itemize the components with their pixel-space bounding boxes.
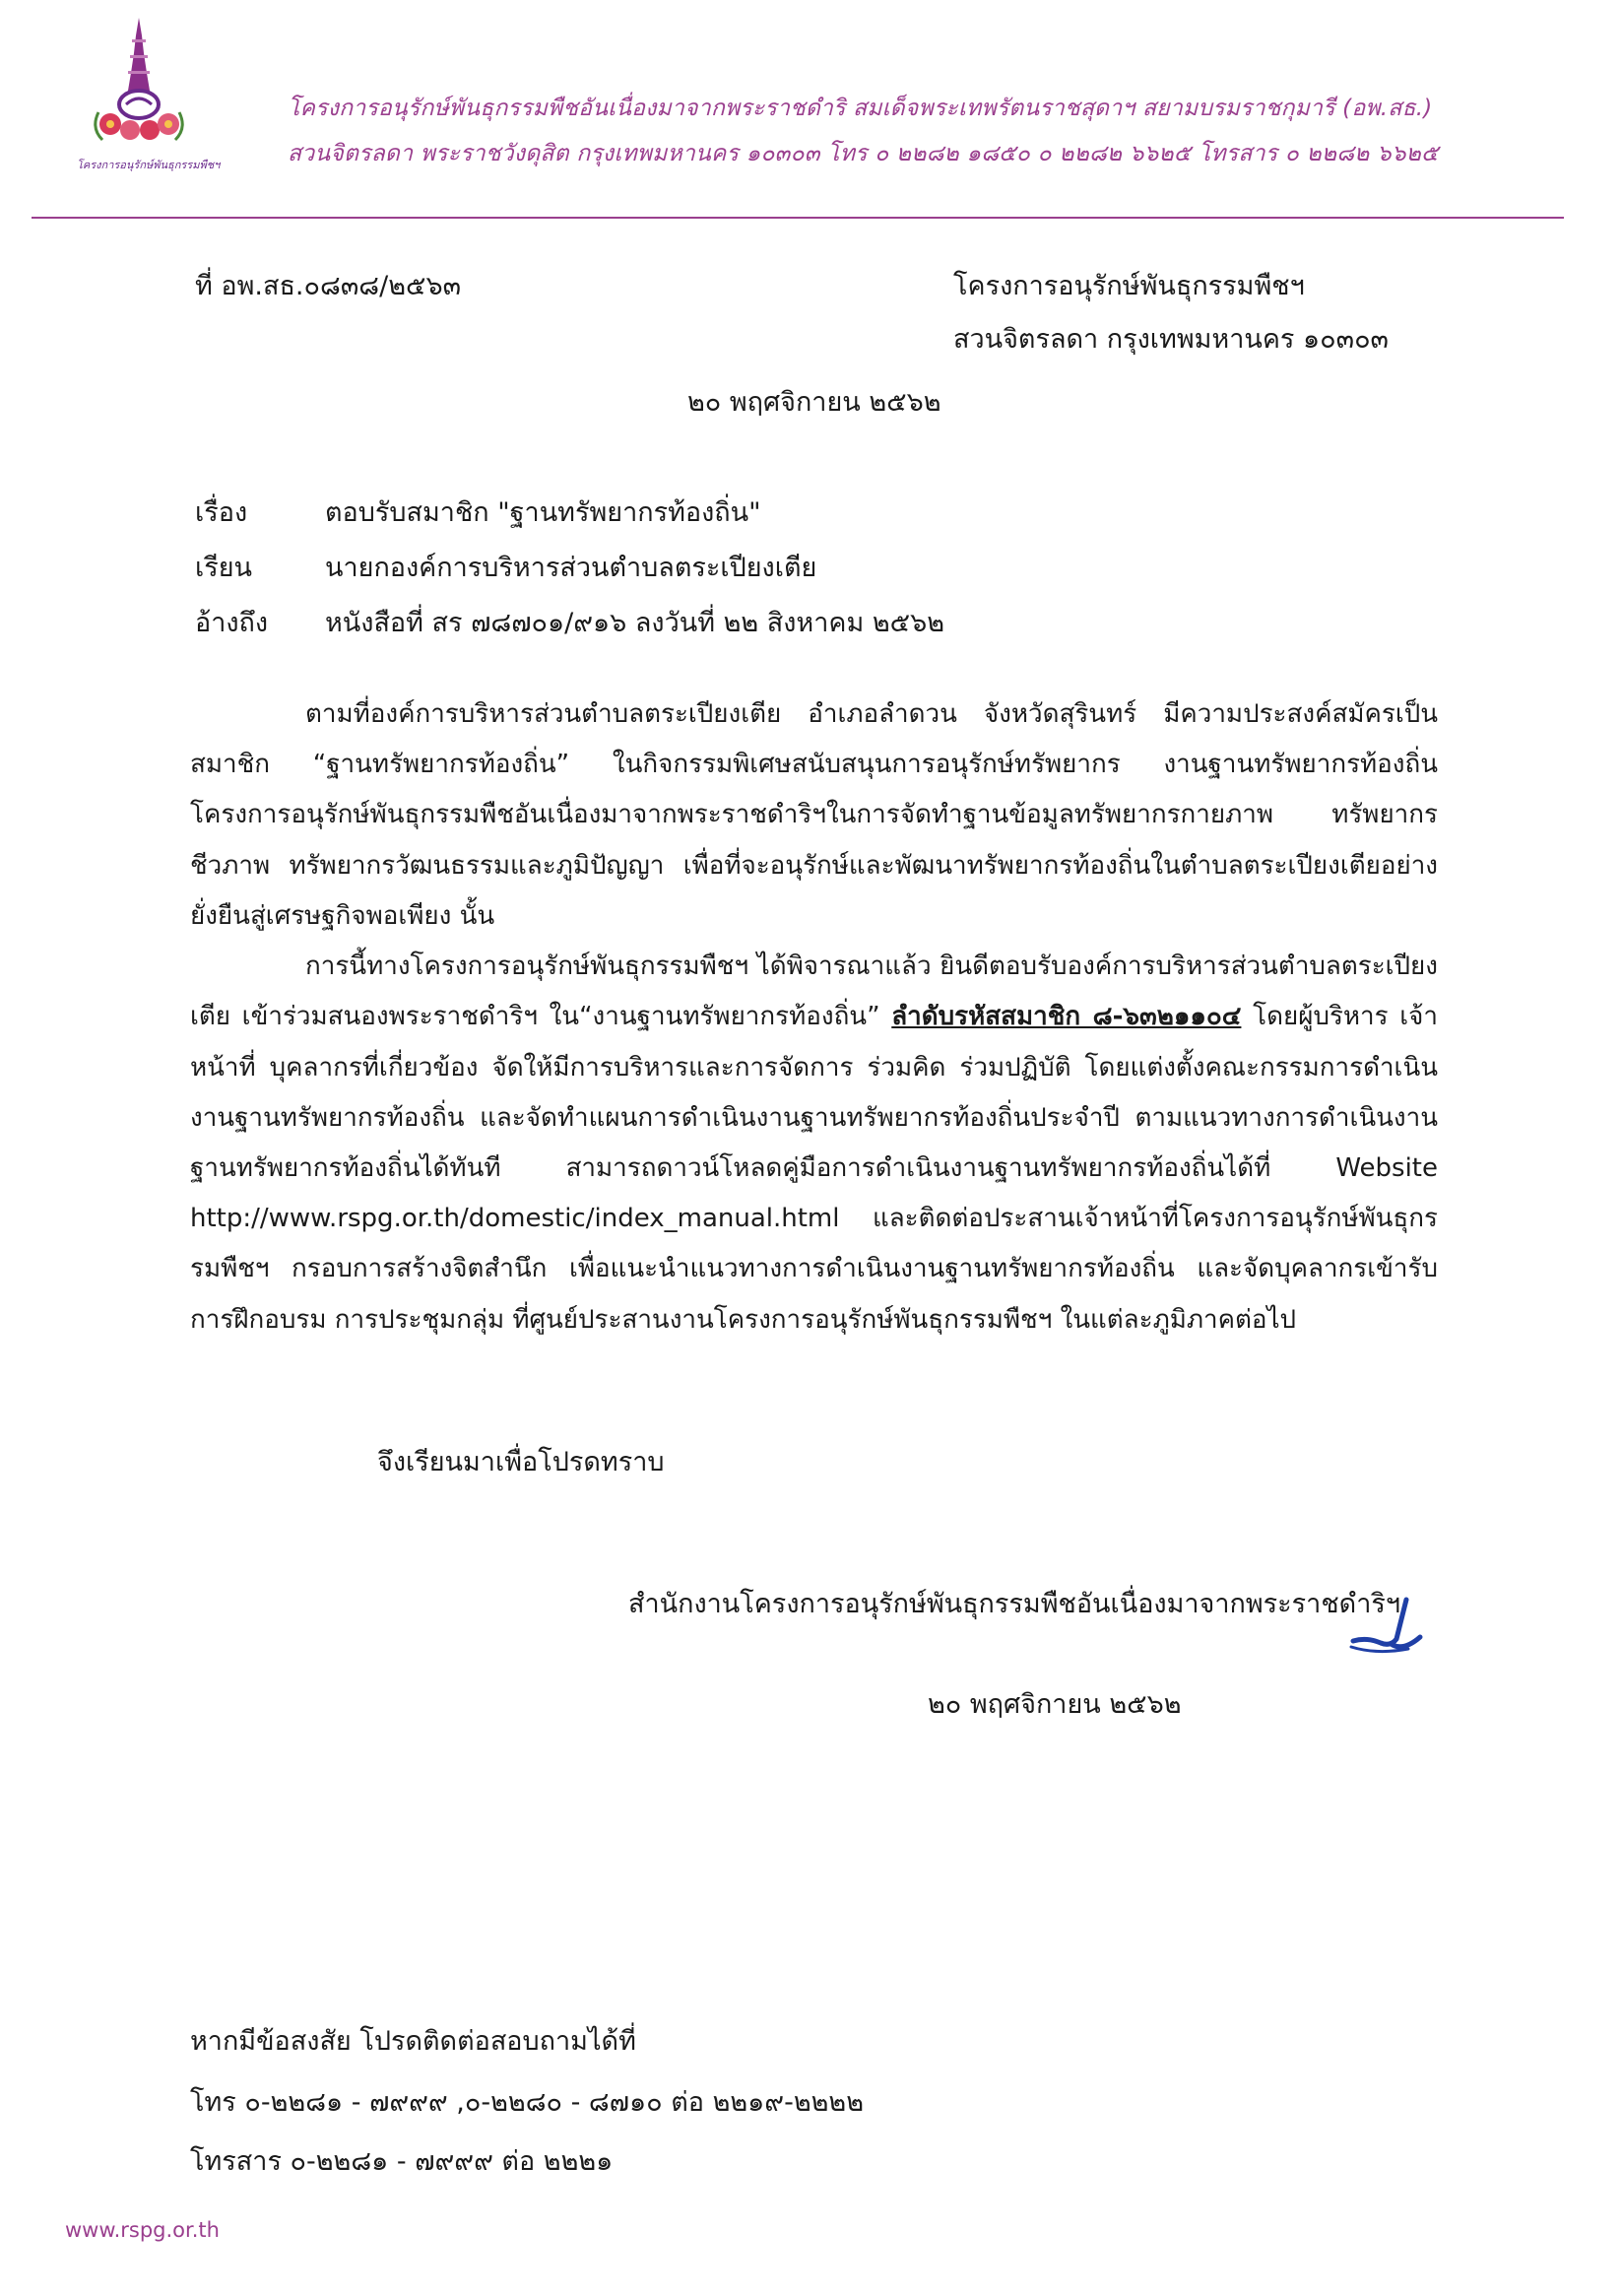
- subject-line: [195, 491, 761, 533]
- recipient-line: [195, 546, 816, 588]
- body-paragraph-2-intro: การนี้ทางโครงการอนุรักษ์พันธุกรรมพืชฯ ได้พิจารณาแล้ว ยินดีตอบรับองค์การบริหารส่วนตำบลตระเปียงเตีย เข้าร่วมสนองพระราชดำริฯ ใน“งานฐานทรัพยากรท้องถิ่น”: [190, 951, 1438, 1032]
- letterhead-line-1: โครงการอนุรักษ์พันธุกรรมพืชอันเนื่องมาจากพระราชดำริ สมเด็จพระเทพรัตนราชสุดาฯ สยามบรมราชกุมารี (อพ.สธ.): [288, 96, 1433, 121]
- subject-value: ตอบรับสมาชิก "ฐานทรัพยากรท้องถิ่น": [325, 497, 761, 528]
- letterhead-divider: [32, 217, 1564, 219]
- footer-url[interactable]: www.rspg.or.th: [65, 2218, 220, 2242]
- body-paragraph-2-rest: โดยผู้บริหาร เจ้าหน้าที่ บุคลากรที่เกี่ยวข้อง จัดให้มีการบริหารและการจัดการ ร่วมคิด ร่วมปฏิบัติ โดยแต่งตั้งคณะกรรมการดำเนินงานฐานทรัพยากรท้องถิ่น และจัดทำแผนการดำเนินงานฐานทรัพยากรท้องถิ่นประจำปี ตามแนวทางการดำเนินงานฐานทรัพยากรท้องถิ่นได้ทันที สามารถดาวน์โหลดคู่มือการดำเนินงานฐานทรัพยากรท้องถิ่นได้ที่ Website http://www.rspg.or.th/domestic/index_manual.html และติดต่อประสานเจ้าหน้าที่โครงการอนุรักษ์พันธุกรรมพืชฯ กรอบการสร้างจิตสำนึก เพื่อแนะนำแนวทางการดำเนินงานฐานทรัพยากรท้องถิ่น และจัดบุคลากรเข้ารับการฝึกอบรม การประชุมกลุ่ม ที่ศูนย์ประสานงานโครงการอนุรักษ์พันธุกรรมพืชฯ ในแต่ละภูมิภาคต่อไป: [190, 1002, 1439, 1335]
- body-paragraph-1: ตามที่องค์การบริหารส่วนตำบลตระเปียงเตีย อำเภอลำดวน จังหวัดสุรินทร์ มีความประสงค์สมัครเป็นสมาชิก “ฐานทรัพยากรท้องถิ่น” ในกิจกรรมพิเศษสนับสนุนการอนุรักษ์ทรัพยากร งานฐานทรัพยากรท้องถิ่น โครงการอนุรักษ์พันธุกรรมพืชอันเนื่องมาจากพระราชดำริฯในการจัดทำฐานข้อมูลทรัพยากรกายภาพ ทรัพยากรชีวภาพ ทรัพยากรวัฒนธรรมและภูมิปัญญา เพื่อที่จะอนุรักษ์และพัฒนาทรัพยากรท้องถิ่นในตำบลตระเปียงเตียอย่างยั่งยืนสู่เศรษฐกิจพอเพียง นั้น: [190, 699, 1438, 931]
- recipient-value: นายกองค์การบริหารส่วนตำบลตระเปียงเตีย: [325, 553, 817, 583]
- reference-value: หนังสือที่ สร ๗๘๗๐๑/๙๑๖ ลงวันที่ ๒๒ สิงหาคม ๒๕๖๒: [325, 608, 945, 638]
- letterhead-line-2: สวนจิตรลดา พระราชวังดุสิต กรุงเทพมหานคร ๑๐๓๐๓ โทร ๐ ๒๒๘๒ ๑๘๕๐ ๐ ๒๒๘๒ ๖๖๒๕ โทรสาร ๐ ๒๒๘๒ ๖๖๒๕: [288, 141, 1439, 166]
- signing-office: สำนักงานโครงการอนุรักษ์พันธุกรรมพืชอันเนื่องมาจากพระราชดำริฯ: [628, 1589, 1401, 1619]
- contact-intro: หากมีข้อสงสัย โปรดติดต่อสอบถามได้ที่: [190, 2026, 636, 2057]
- reference-label: อ้างถึง: [195, 608, 269, 638]
- signature-date: ๒๐ พฤศจิกายน ๒๕๖๒: [928, 1689, 1182, 1720]
- letter-date: ๒๐ พฤศจิกายน ๒๕๖๒: [687, 387, 941, 418]
- reference-number: ที่ อพ.สธ.๐๘๓๘/๒๕๖๓: [195, 271, 462, 301]
- letter-body: [190, 689, 1438, 1345]
- body-paragraph-2: [190, 942, 1438, 1345]
- emblem-caption: โครงการอนุรักษ์พันธุกรรมพืชฯ: [77, 159, 221, 171]
- contact-phone: โทร ๐-๒๒๘๑ - ๗๙๙๙ ,๐-๒๒๘๐ - ๘๗๑๐ ต่อ ๒๒๑๙-๒๒๒๒: [190, 2087, 865, 2118]
- signature-mark-icon: [1347, 1594, 1426, 1663]
- org-name: โครงการอนุรักษ์พันธุกรรมพืชฯ: [953, 271, 1305, 301]
- contact-fax: โทรสาร ๐-๒๒๘๑ - ๗๙๙๙ ต่อ ๒๒๒๑: [190, 2146, 614, 2177]
- reference-line: [195, 601, 944, 643]
- member-code: ลำดับรหัสสมาชิก ๘-๖๓๒๑๑๐๔: [891, 1002, 1242, 1032]
- subject-label: เรื่อง: [195, 497, 248, 528]
- closing-line: จึงเรียนมาเพื่อโปรดทราบ: [377, 1447, 665, 1477]
- org-address: สวนจิตรลดา กรุงเทพมหานคร ๑๐๓๐๓: [953, 324, 1390, 355]
- recipient-label: เรียน: [195, 553, 253, 583]
- rspg-emblem-icon: [81, 14, 197, 160]
